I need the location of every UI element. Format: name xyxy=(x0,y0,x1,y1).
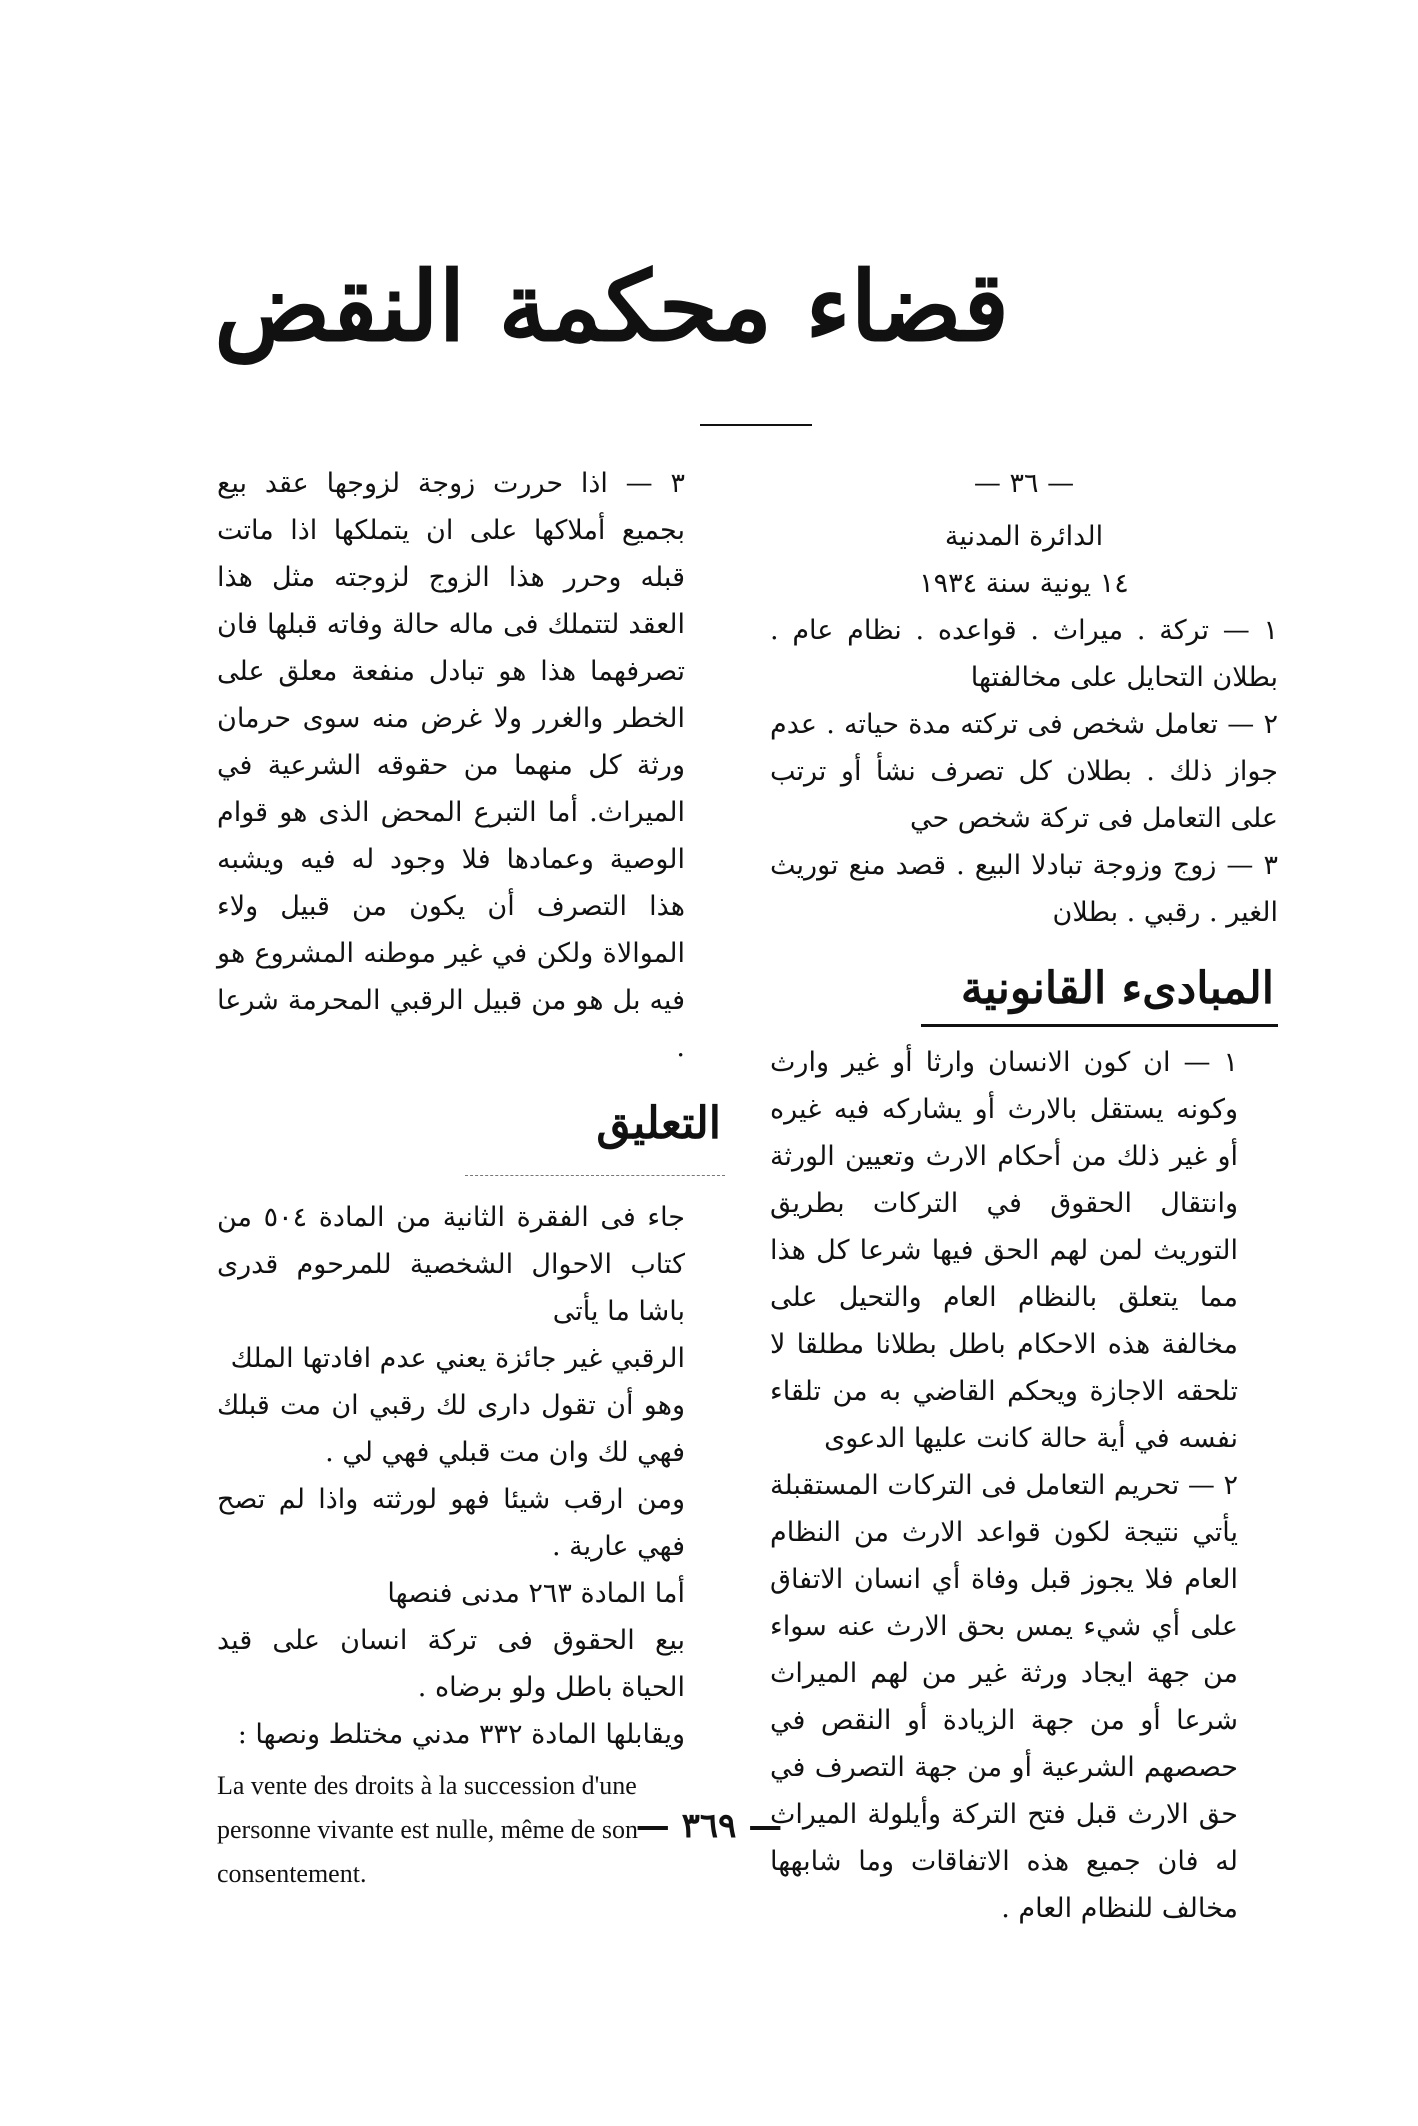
commentary-rule xyxy=(465,1175,725,1176)
principle-item: ١ — ان كون الانسان وارثا أو غير وارث وكونه يستقل بالارث أو يشاركه فيه غيره أو غير ذلك من أحكام الارث وتعيين الورثة وانتقال الحقوق في التركات بطريق التوريث لمن لهم الحق فيها شرعا كل هذا مما يتعلق بالنظام العام والتحيل على مخالفة هذه الاحكام باطل بطلانا مطلقا لا تلحقه الاجازة ويحكم القاضي به من تلقاء نفسه في أية حالة كانت عليها الدعوى xyxy=(770,1047,1238,1454)
left-column xyxy=(217,460,725,1922)
commentary-paragraph: ويقابلها المادة ٣٣٢ مدني مختلط ونصها : xyxy=(237,1719,685,1750)
summary-item: ١ — تركة . ميراث . قواعده . نظام عام . بطلان التحايل على مخالفتها xyxy=(770,615,1278,693)
principles-heading-wrap xyxy=(770,936,1278,1039)
principle-item: ٢ — تحريم التعامل فى التركات المستقبلة يأتي نتيجة لكون قواعد الارث من النظام العام فلا يجوز قبل وفاة أي انسان الاتفاق على أي شيء يمس بحق الارث عنه سواء من جهة ايجاد ورثة غير من لهم الميراث شرعا أو من جهة الزيادة أو النقص في حصصهم الشرعية أو من جهة التصرف في حق الارث قبل فتح التركة وأيلولة الميراث له فان جميع هذه الاتفاقات وما شابهها مخالف للنظام العام . xyxy=(770,1470,1238,1924)
right-column xyxy=(770,460,1278,1932)
commentary-heading-wrap xyxy=(217,1071,725,1171)
case-number: — ٣٦ — xyxy=(973,468,1075,499)
commentary-paragraph: وهو أن تقول دارى لك رقبي ان مت قبلك فهي لك وان مت قبلي فهي لي . xyxy=(217,1390,685,1468)
page-number: — ٣٦٩ — xyxy=(635,1806,783,1846)
judgment-date: ١٤ يونية سنة ١٩٣٤ xyxy=(919,568,1129,599)
commentary-paragraph: ومن ارقب شيئا فهو لورثته واذا لم تصح فهي عارية . xyxy=(217,1484,685,1562)
commentary-paragraph: جاء فى الفقرة الثانية من المادة ٥٠٤ من كتاب الاحوال الشخصية للمرحوم قدرى باشا ما يأتى xyxy=(217,1202,685,1327)
principle-item: ٣ — اذا حررت زوجة لزوجها عقد بيع بجميع أملاكها على ان يتملكها اذا ماتت قبله وحرر هذا الزوج لزوجته مثل هذا العقد لتتملك فى ماله حالة وفاته قبلها فان تصرفهما هذا هو تبادل منفعة معلق على الخطر والغرر ولا غرض منه سوى حرمان ورثة كل منهما من حقوقه الشرعية في الميراث. أما التبرع المحض الذى هو قوام الوصية وعمادها فلا وجود له فيه ويشبه هذا التصرف أن يكون من قبيل ولاء الموالاة ولكن في غير موطنه المشروع هو فيه بل هو من قبيل الرقبي المحرمة شرعا . xyxy=(217,468,685,1063)
circuit-name: الدائرة المدنية xyxy=(944,521,1104,552)
principles-heading: المبادىء القانونية xyxy=(921,954,1278,1027)
commentary-paragraph: الرقبي غير جائزة يعني عدم افادتها الملك xyxy=(230,1343,685,1374)
commentary-heading: التعليق xyxy=(596,1098,721,1149)
french-quote: La vente des droits à la succession d'une personne vivante est nulle, même de son consentement. xyxy=(217,1771,638,1888)
summary-item: ٣ — زوج وزوجة تبادلا البيع . قصد منع توريث الغير . رقبي . بطلان xyxy=(770,850,1278,928)
title-rule xyxy=(700,424,812,426)
masthead-title: قضاء محكمة النقض xyxy=(214,250,1009,363)
commentary-paragraph: بيع الحقوق فى تركة انسان على قيد الحياة باطل ولو برضاه . xyxy=(217,1625,685,1703)
summary-item: ٢ — تعامل شخص فى تركته مدة حياته . عدم جواز ذلك . بطلان كل تصرف نشأ أو ترتب على التعامل فى تركة شخص حي xyxy=(770,709,1278,834)
commentary-paragraph: أما المادة ٢٦٣ مدنى فنصها xyxy=(387,1578,685,1609)
